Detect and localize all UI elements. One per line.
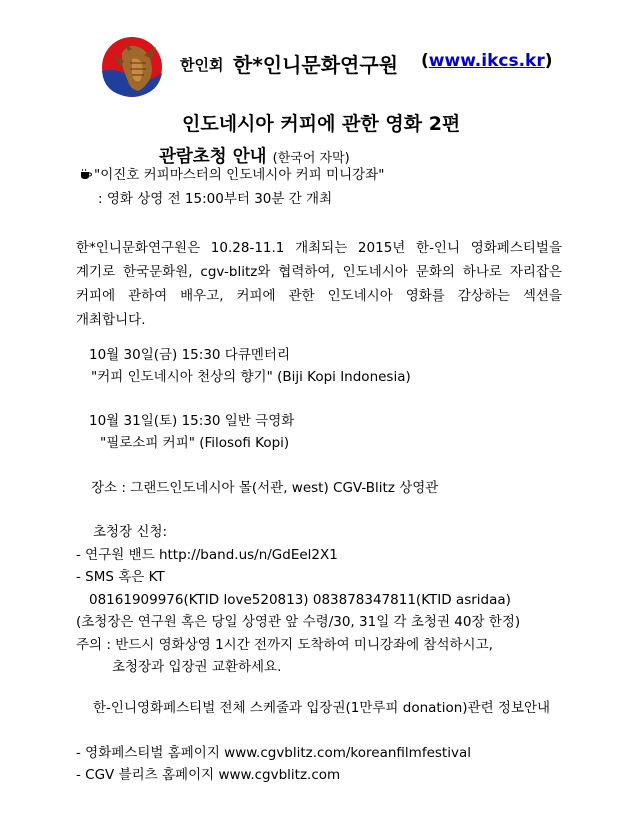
org-name: 한*인니문화연구원 [233,53,399,77]
festival-info-text: 한-인니영화페스티벌 전체 스케줄과 입장권(1만루피 donation)관련 정보안내 [93,700,551,716]
subtitle-text: 관람초청 안내 [159,147,267,167]
apply-note: (초청장은 연구원 혹은 당일 상영관 앞 수령/30, 31일 각 초청권 40장 한정) [76,614,521,630]
coffee-cup-icon [80,168,92,180]
screening-2-film: "필로소피 커피" (Filosofi Kopi) [100,435,290,451]
apply-band: - 연구원 밴드 http://band.us/n/GdEel2X1 [76,547,338,563]
screening-2-time: 10월 31일(토) 15:30 일반 극영화 [89,413,295,429]
screening-1-film: "커피 인도네시아 천상의 향기" (Biji Kopi Indonesia) [91,369,411,385]
venue: 장소 : 그랜드인도네시아 몰(서관, west) CGV-Blitz 상영관 [91,480,439,496]
festival-info [76,697,562,719]
festival-homepage: - 영화페스티벌 홈페이지 www.cgvblitz.com/koreanfilmfestival [76,745,471,761]
document-title: 인도네시아 커피에 관한 영화 2편 [182,113,461,135]
apply-caution-1: 주의 : 반드시 영화상영 1시간 전까지 도착하여 미니강좌에 참석하시고, [76,637,493,653]
apply-heading: 초청장 신청: [93,524,168,540]
apply-caution-2: 초청장과 입장권 교환하세요. [112,659,282,675]
screening-1-time: 10월 30일(금) 15:30 다큐멘터리 [89,347,290,363]
apply-numbers: 08161909976(KTID love520813) 083878347811(KTID asridaa) [89,592,511,608]
intro-paragraph: 한*인니문화연구원은 10.28-11.1 개최되는 2015년 한-인니 영화페스티벌을 계기로 한국문화원, cgv-blitz와 협력하여, 인도네시아 문화의 하나로 자리잡은 커피에 관하여 배우고, 커피에 관한 인도네시아 영화를 감상하는 섹션을 개최합니다. [76,240,562,328]
lecture-detail: : 영화 상영 전 15:00부터 30분 간 개최 [98,191,333,207]
lecture-title: "이진호 커피마스터의 인도네시아 커피 미니강좌" [94,167,385,183]
apply-sms: - SMS 혹은 KT [76,569,165,585]
subtitle-note: (한국어 자막) [272,151,350,166]
org-prefix: 한인회 [180,56,224,74]
cgv-homepage: - CGV 블리츠 홈페이지 www.cgvblitz.com [76,767,341,783]
logo-emblem [94,33,174,99]
org-website [421,51,553,71]
site-open-paren: ( [421,51,429,71]
site-close-paren: ) [544,51,553,71]
website-link[interactable]: www.ikcs.kr [428,51,545,71]
